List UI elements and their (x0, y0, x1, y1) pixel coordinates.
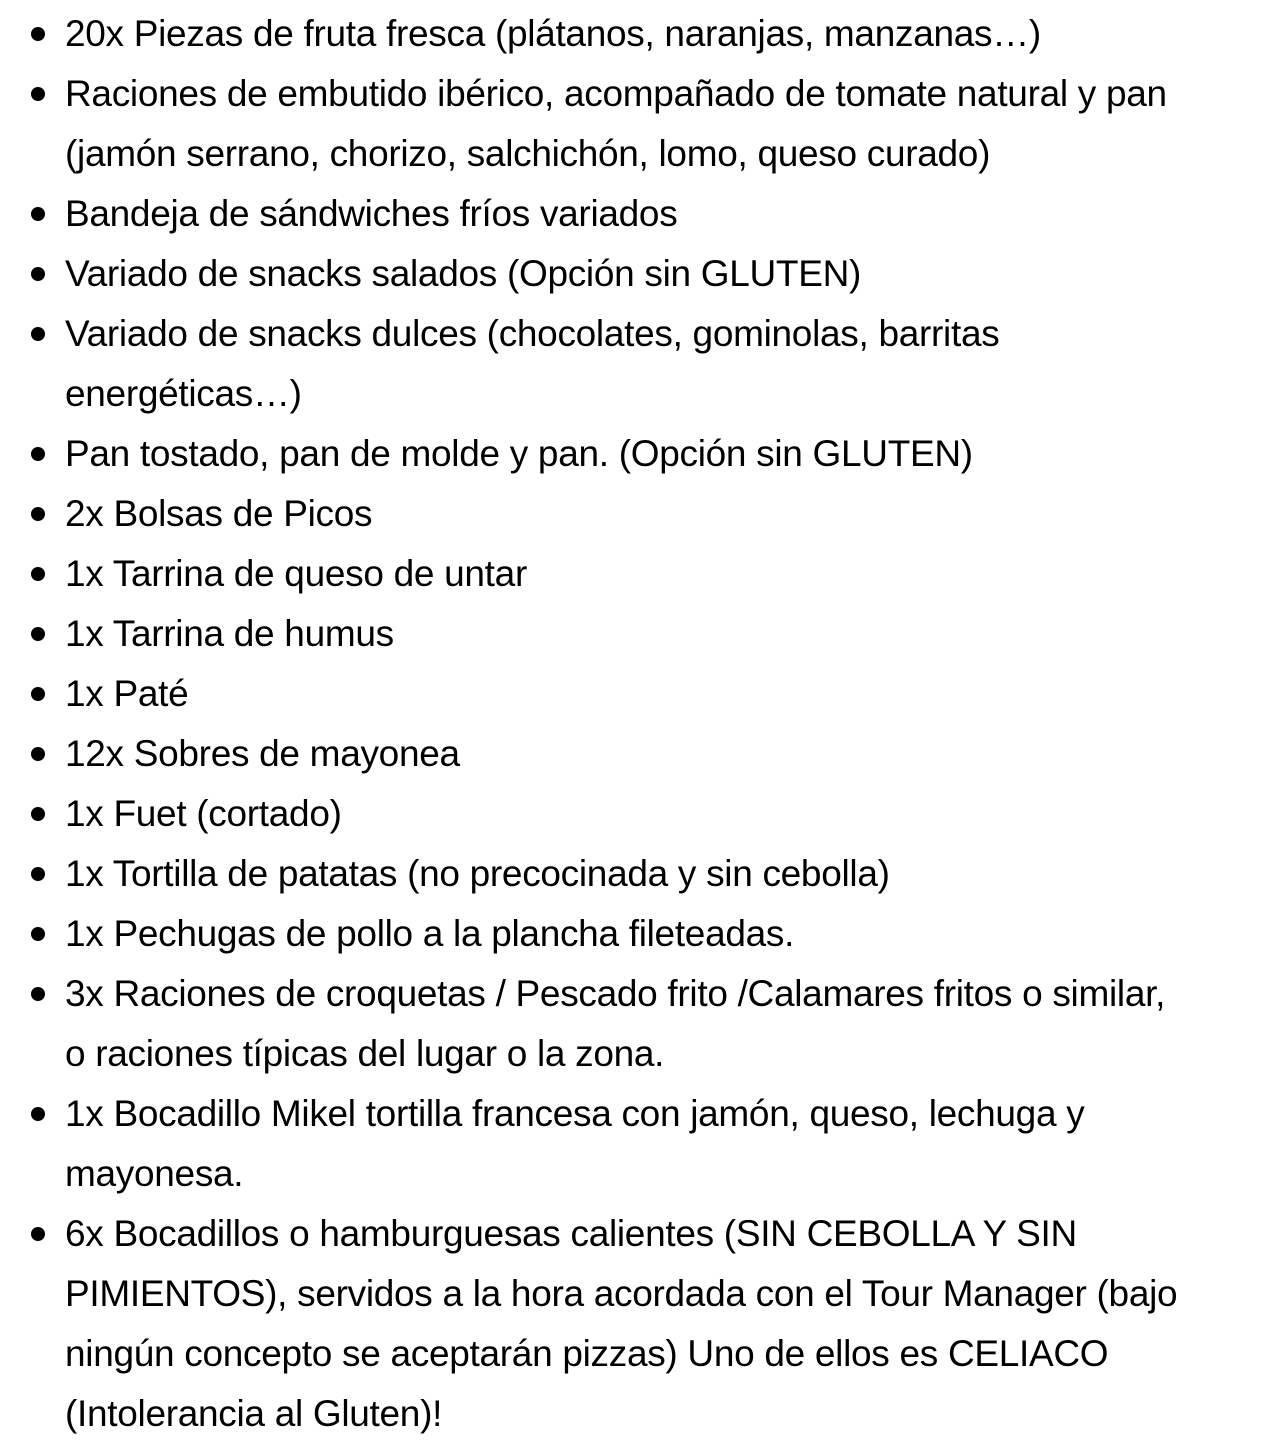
list-item-text: 1x Pechugas de pollo a la plancha fileteadas. (65, 913, 795, 954)
list-item (0, 424, 1264, 484)
bullet-icon (31, 27, 45, 41)
list-item (0, 784, 1264, 844)
list-item-text: o raciones típicas del lugar o la zona. (65, 1033, 665, 1074)
list-item-text: Raciones de embutido ibérico, acompañado de tomate natural y pan (65, 73, 1167, 114)
list-item-text: 1x Tortilla de patatas (no precocinada y sin cebolla) (65, 853, 890, 894)
bullet-icon (31, 1227, 45, 1241)
list-item (0, 904, 1264, 964)
list-item-text: 1x Fuet (cortado) (65, 793, 342, 834)
list-item (0, 964, 1264, 1084)
list-item (0, 304, 1264, 424)
list-item (0, 544, 1264, 604)
list-item (0, 184, 1264, 244)
list-item (0, 484, 1264, 544)
bullet-icon (31, 327, 45, 341)
list-item-text: Variado de snacks dulces (chocolates, gominolas, barritas (65, 313, 1000, 354)
list-item-text: 20x Piezas de fruta fresca (plátanos, naranjas, manzanas…) (65, 13, 1041, 54)
bullet-icon (31, 267, 45, 281)
bullet-icon (31, 627, 45, 641)
list-item (0, 664, 1264, 724)
bullet-icon (31, 1107, 45, 1121)
bullet-icon (31, 927, 45, 941)
list-item-text: (jamón serrano, chorizo, salchichón, lomo, queso curado) (65, 133, 991, 174)
bullet-icon (31, 807, 45, 821)
list-item (0, 64, 1264, 184)
list-item-text: 12x Sobres de mayonea (65, 733, 460, 774)
list-item-text: Pan tostado, pan de molde y pan. (Opción sin GLUTEN) (65, 433, 973, 474)
list-item-text: PIMIENTOS), servidos a la hora acordada con el Tour Manager (bajo (65, 1273, 1178, 1314)
bullet-icon (31, 567, 45, 581)
list-item-text: 1x Tarrina de queso de untar (65, 553, 527, 594)
list-item-text: 1x Tarrina de humus (65, 613, 394, 654)
list-item (0, 844, 1264, 904)
bullet-icon (31, 447, 45, 461)
list-item (0, 1204, 1264, 1444)
list-item-text: (Intolerancia al Gluten)! (65, 1393, 443, 1434)
bullet-icon (31, 867, 45, 881)
bullet-icon (31, 87, 45, 101)
list-item-text: energéticas…) (65, 373, 302, 414)
list-item (0, 1084, 1264, 1204)
list-item (0, 244, 1264, 304)
list-item-text: 1x Bocadillo Mikel tortilla francesa con jamón, queso, lechuga y (65, 1093, 1085, 1134)
list-item (0, 604, 1264, 664)
bullet-icon (31, 207, 45, 221)
list-item (0, 724, 1264, 784)
bullet-icon (31, 687, 45, 701)
list-item-text: Bandeja de sándwiches fríos variados (65, 193, 678, 234)
bullet-icon (31, 747, 45, 761)
list-item-text: ningún concepto se aceptarán pizzas) Uno de ellos es CELIACO (65, 1333, 1109, 1374)
list-item (0, 4, 1264, 64)
list-item-text: 3x Raciones de croquetas / Pescado frito /Calamares fritos o similar, (65, 973, 1166, 1014)
list-item-text: 1x Paté (65, 673, 189, 714)
list-item-text: 2x Bolsas de Picos (65, 493, 373, 534)
list-item-text: 6x Bocadillos o hamburguesas calientes (SIN CEBOLLA Y SIN (65, 1213, 1077, 1254)
bullet-icon (31, 987, 45, 1001)
bullet-icon (31, 507, 45, 521)
list-item-text: mayonesa. (65, 1153, 244, 1194)
list-item-text: Variado de snacks salados (Opción sin GLUTEN) (65, 253, 862, 294)
